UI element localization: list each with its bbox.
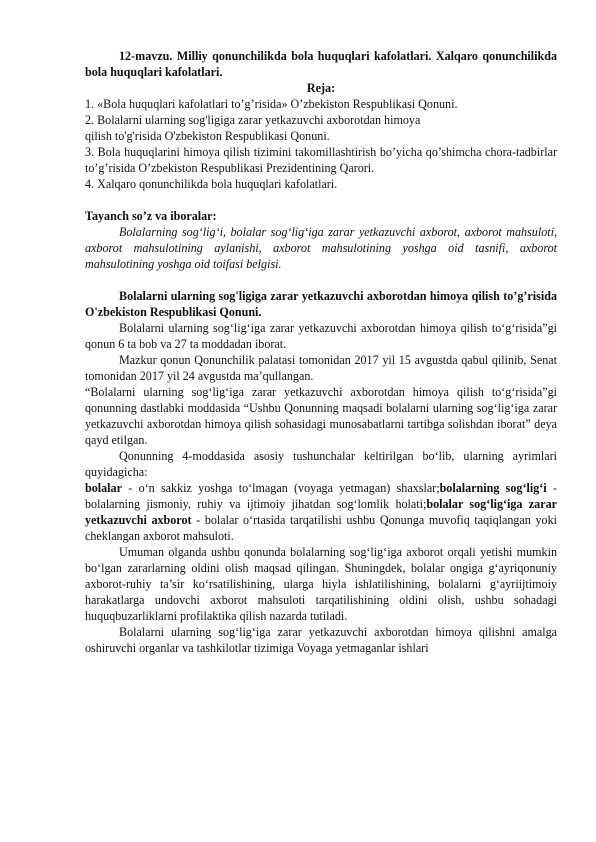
document-title: 12-mavzu. Milliy qonunchilikda bola huquqlari kafolatlari. Xalqaro qonunchilikda bola huquqlari kafolatlari.	[85, 49, 557, 79]
document-page	[85, 48, 557, 656]
plan-item-1: 1. «Bola huquqlari kafolatlari to’g’risida» O’zbekiston Respublikasi Qonuni.	[85, 97, 458, 111]
definition-text: - o‘n sakkiz yoshga to‘lmagan (voyaga yetmagan) shaxslar;	[121, 481, 440, 495]
paragraph: Bolalarni ularning sog‘lig‘iga zarar yetkazuvchi axborotdan himoya qilishni amalga oshiruvchi organlar va tashkilotlar tizimiga Voyaga yetmaganlar ishlari	[85, 625, 557, 655]
spacer	[85, 272, 557, 288]
definition-text: - bolalar o‘rtasida tarqatilishi ushbu Qonunga muvofiq taqiqlangan yoki cheklangan axborot mahsuloti.	[85, 513, 557, 543]
paragraph: Qonunning 4-moddasida asosiy tushunchalar keltirilgan bo‘lib, ularning ayrimlari quyidagicha:	[85, 449, 557, 479]
plan-item-4: 4. Xalqaro qonunchilikda bola huquqlari kafolatlari.	[85, 177, 338, 191]
plan-heading: Reja:	[306, 81, 336, 95]
plan-item-3: 3. Bola huquqlarini himoya qilish tizimini takomillashtirish bo’yicha qo’shimcha chora-tadbirlar to’g’risida O’zbekiston Respublikasi Prezidentining Qarori.	[85, 145, 557, 175]
paragraph: Umuman olganda ushbu qonunda bolalarning sog‘lig‘iga axborot orqali yetishi mumkin bo‘lgan zararlarning oldini olish maqsad qilingan. Shuningdek, bolalar ongiga g‘ayriqonuniy axborot-ruhiy ta’sir ko‘rsatilishining, ularga hiyla ishlatilishining, bolalarni g‘ayriijtimoiy harakatlarga undovchi axborot mahsuloti tarqatilishining oldini olish, ushbu sohadagi huquqbuzarliklarni profilaktika qilish nazarda tutiladi.	[85, 545, 557, 623]
section-heading: Bolalarni ularning sog'ligiga zarar yetkazuvchi axborotdan himoya qilish to’g’risida O'zbekiston Respublikasi Qonuni.	[85, 289, 557, 319]
definition-text: - bolalarning jismoniy, ruhiy va ijtimoiy jihatdan sog‘lomlik holati;	[85, 481, 557, 511]
keywords-heading: Tayanch so’z va iboralar:	[85, 209, 217, 223]
definitions-paragraph	[85, 480, 557, 544]
paragraph: “Bolalarni ularning sog‘lig‘iga zarar yetkazuvchi axborotdan himoya qilish to‘g‘risida”gi qonunning dastlabki moddasida “Ushbu Qonunning maqsadi bolalarni ularning sog‘lig‘iga zarar yetkazuvchi axborotdan himoya qilish sohasidagi munosabatlarni tartibga solishdan iborat” deya qayd etilgan.	[85, 385, 557, 447]
plan-item-2-cont: qilish to'g'risida O'zbekiston Respublikasi Qonuni.	[85, 129, 330, 143]
paragraph: Bolalarni ularning sog‘lig‘iga zarar yetkazuvchi axborotdan himoya qilish to‘g‘risida”gi qonun 6 ta bob va 27 ta moddadan iborat.	[85, 321, 557, 351]
spacer	[85, 192, 557, 208]
definition-term: bolalar sog‘lig‘iga zarar yetkazuvchi axborot	[85, 497, 557, 527]
plan-item-2: 2. Bolalarni ularning sog'ligiga zarar yetkazuvchi axborotdan himoya	[85, 113, 421, 127]
definition-term: bolalarning sog‘lig‘i	[439, 481, 547, 495]
definition-term: bolalar	[85, 481, 122, 495]
keywords-text: Bolalarning sog‘lig‘i, bolalar sog‘lig‘iga zarar yetkazuvchi axborot, axborot mahsuloti, axborot mahsulotining aylanishi, axborot mahsulotining yoshga oid tasnifi, axborot mahsulotining yoshga oid toifasi belgisi.	[85, 225, 557, 271]
paragraph: Mazkur qonun Qonunchilik palatasi tomonidan 2017 yil 15 avgustda qabul qilinib, Senat tomonidan 2017 yil 24 avgustda ma’qullangan.	[85, 353, 557, 383]
